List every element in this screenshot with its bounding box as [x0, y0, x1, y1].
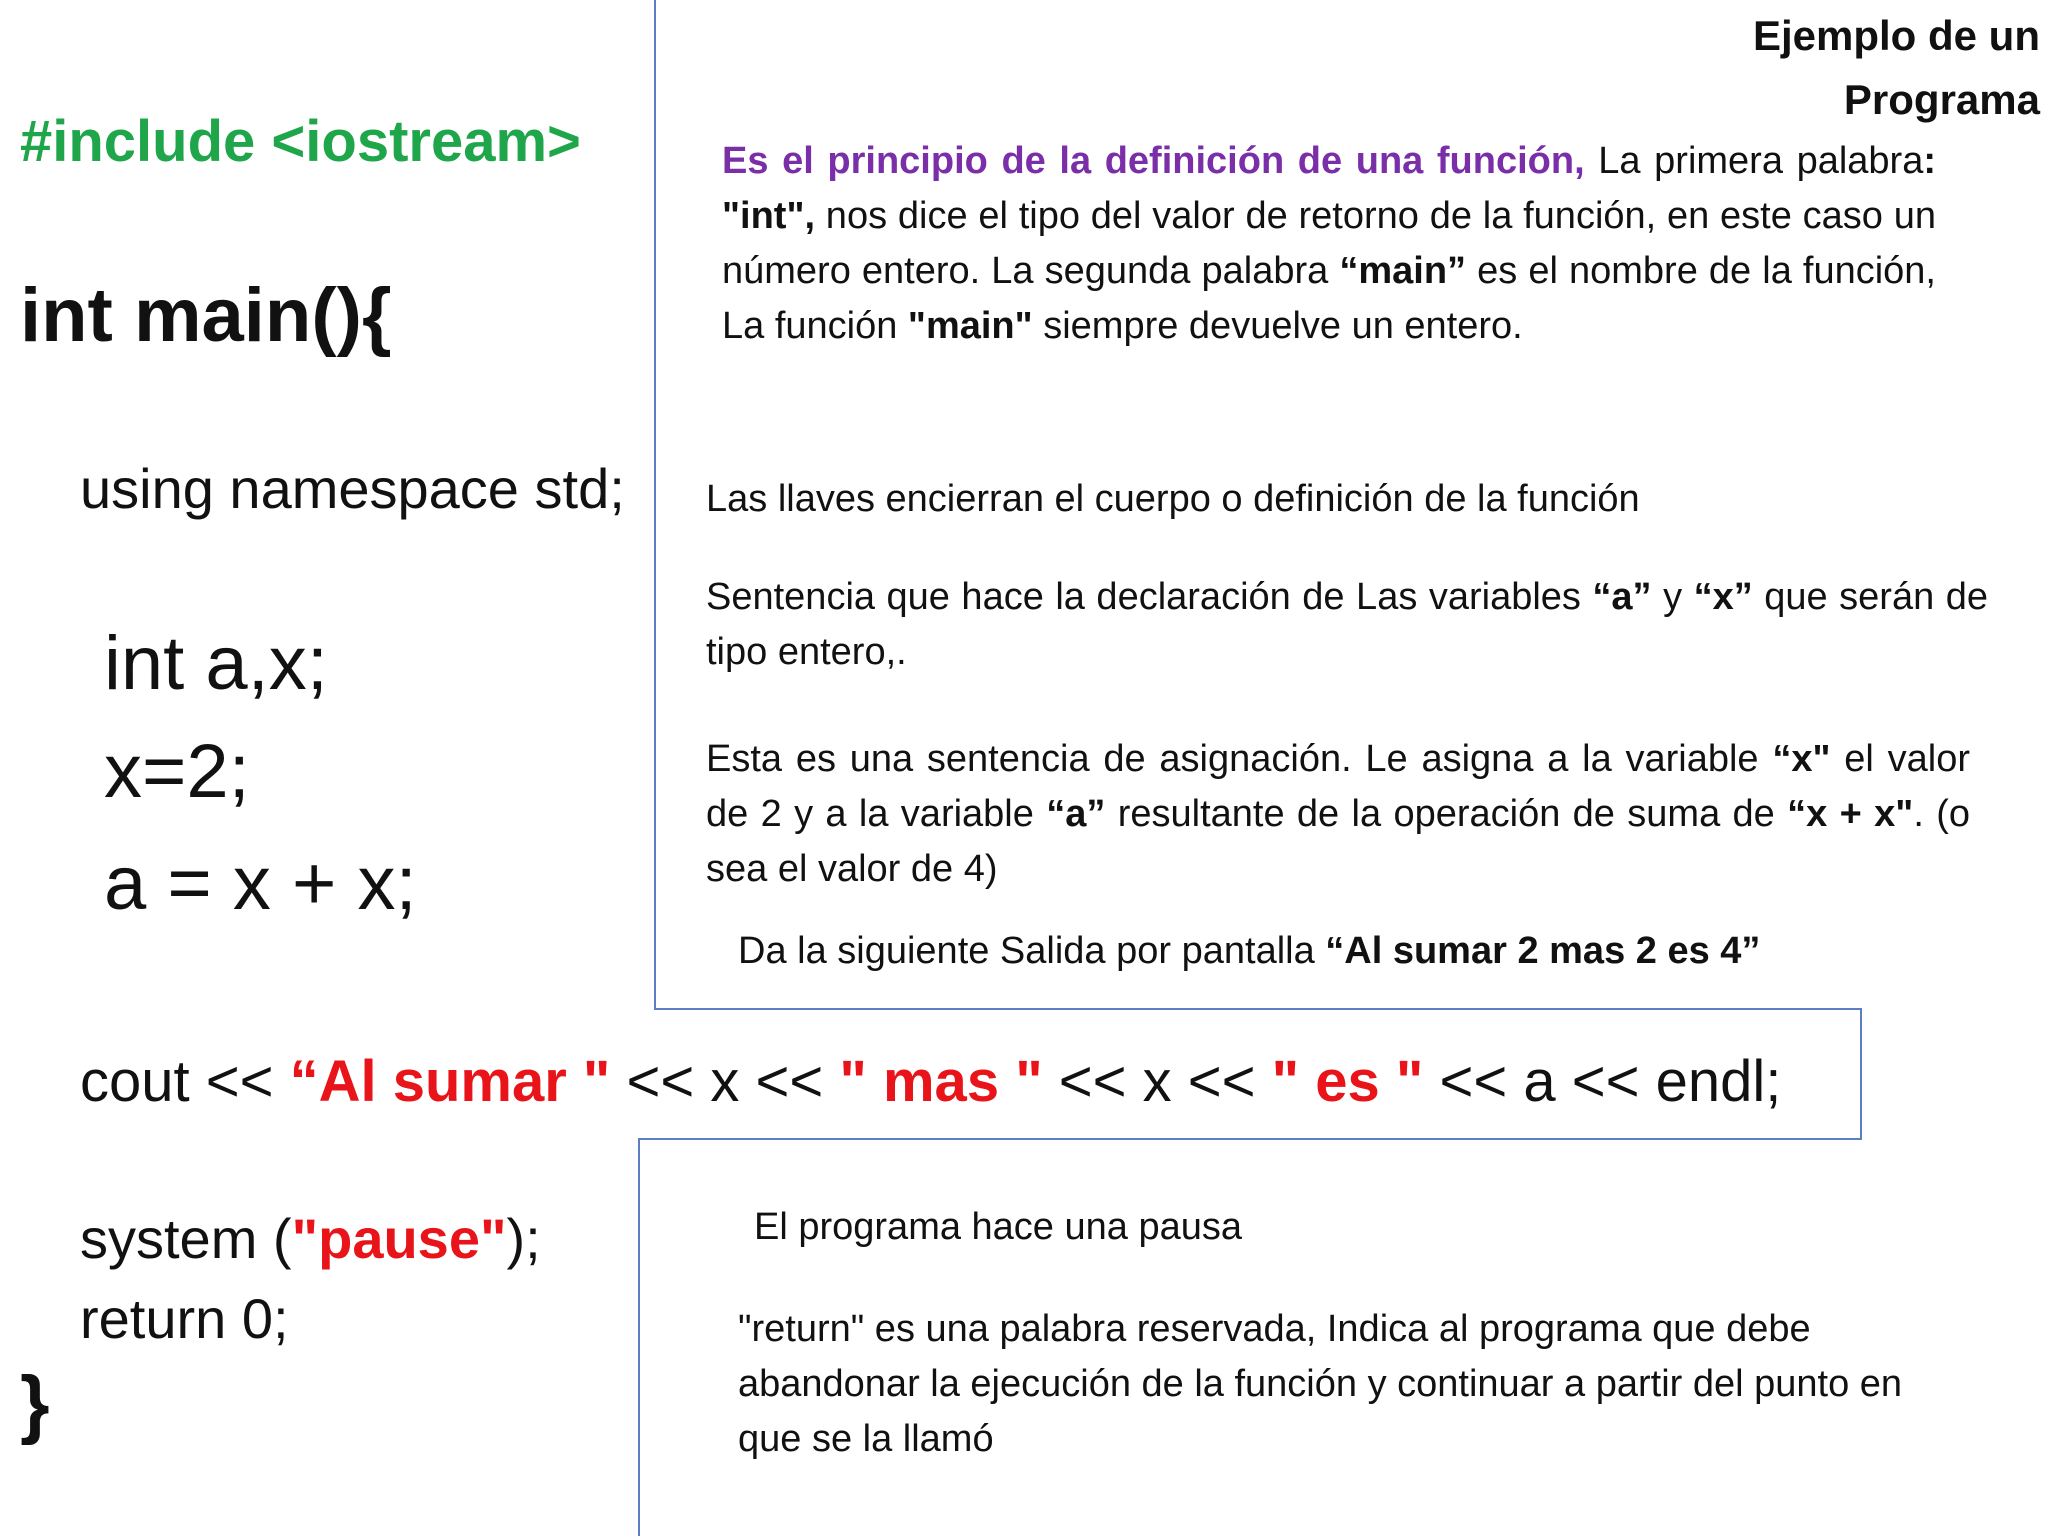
- desc-main-bold-int: : "int",: [722, 140, 1936, 237]
- desc-assignment-text-4: . (o sea el valor de 4): [706, 793, 1970, 890]
- desc-main-function: [722, 134, 1936, 354]
- slide-title-line2: Programa: [1843, 76, 2040, 123]
- desc-output-bold: “Al sumar 2 mas 2 es 4”: [1325, 930, 1761, 972]
- desc-declaration: [706, 570, 1988, 680]
- code-cout-string-3: " es ": [1271, 1049, 1424, 1114]
- code-assign-a: a = x + x;: [104, 841, 417, 926]
- code-assign-x: x=2;: [104, 729, 250, 814]
- bracket-line-upper-bottom: [654, 1008, 1862, 1010]
- desc-assignment-bold-x: “x": [1772, 738, 1831, 780]
- code-cout-p1: cout <<: [80, 1049, 290, 1114]
- desc-pause: El programa hace una pausa: [754, 1206, 1242, 1248]
- desc-main-bold-main-2: "main": [907, 305, 1033, 347]
- slide-title-line1: Ejemplo de un: [1752, 12, 2040, 59]
- desc-declaration-text-1: Sentencia que hace la declaración de Las variables: [706, 576, 1593, 618]
- bracket-line-lower-vertical: [638, 1138, 640, 1536]
- code-cout-p2: << x <<: [610, 1049, 840, 1114]
- code-system: [80, 1206, 541, 1271]
- desc-assignment-text-2: el valor de 2 y a la variable: [706, 738, 1970, 835]
- code-include: #include <iostream>: [20, 109, 581, 174]
- desc-return: "return" es una palabra reservada, Indica al programa que debe abandonar la ejecución de la función y continuar a partir del punto en que se la llamó: [738, 1308, 1903, 1460]
- code-system-p2: );: [506, 1207, 541, 1270]
- code-using: using namespace std;: [80, 457, 625, 520]
- desc-declaration-bold-x: “x”: [1693, 576, 1753, 618]
- code-cout-string-2: " mas ": [839, 1049, 1043, 1114]
- desc-main-text-4: siempre devuelve un entero.: [1032, 305, 1523, 347]
- code-int-decl: int a,x;: [104, 621, 328, 706]
- desc-output-text: Da la siguiente Salida por pantalla: [738, 930, 1326, 972]
- desc-declaration-bold-a: “a”: [1592, 576, 1652, 618]
- code-system-p1: system (: [80, 1207, 292, 1270]
- desc-declaration-text-2: y: [1651, 576, 1694, 618]
- slide-title: [1753, 4, 2040, 132]
- bracket-line-lower-top: [638, 1138, 1862, 1140]
- desc-assignment-text-1: Esta es una sentencia de asignación. Le asigna a la variable: [706, 738, 1773, 780]
- code-cout-p3: << x <<: [1042, 1049, 1272, 1114]
- desc-main-bold-main: “main”: [1339, 250, 1467, 292]
- code-return: return 0;: [80, 1287, 289, 1350]
- desc-assignment: [706, 732, 1970, 897]
- desc-assignment-bold-a: “a”: [1046, 793, 1106, 835]
- code-cout: [80, 1048, 1781, 1115]
- desc-output: [738, 924, 1938, 979]
- code-close-brace: }: [20, 1361, 50, 1446]
- desc-assignment-bold-sum: “x + x": [1787, 793, 1914, 835]
- bracket-line-upper-vertical: [654, 0, 656, 1010]
- code-cout-string-1: “Al sumar ": [289, 1049, 611, 1114]
- code-system-string: "pause": [291, 1207, 507, 1270]
- code-main: int main(){: [20, 273, 392, 358]
- desc-declaration-text-3: que serán de tipo entero,.: [706, 576, 1988, 673]
- code-cout-p4: << a << endl;: [1423, 1049, 1782, 1114]
- bracket-line-upper-right: [1860, 1008, 1862, 1140]
- desc-main-text-1: La primera palabra: [1584, 140, 1924, 182]
- desc-main-text-2: nos dice el tipo del valor de retorno de la función, en este caso un número entero. La segunda palabra: [722, 195, 1936, 292]
- desc-main-text-3: es el nombre de la función, La función: [722, 250, 1936, 347]
- desc-assignment-text-3: resultante de la operación de suma de: [1105, 793, 1788, 835]
- desc-braces: Las llaves encierran el cuerpo o definición de la función: [706, 478, 1640, 520]
- desc-main-lead: Es el principio de la definición de una función,: [722, 140, 1585, 182]
